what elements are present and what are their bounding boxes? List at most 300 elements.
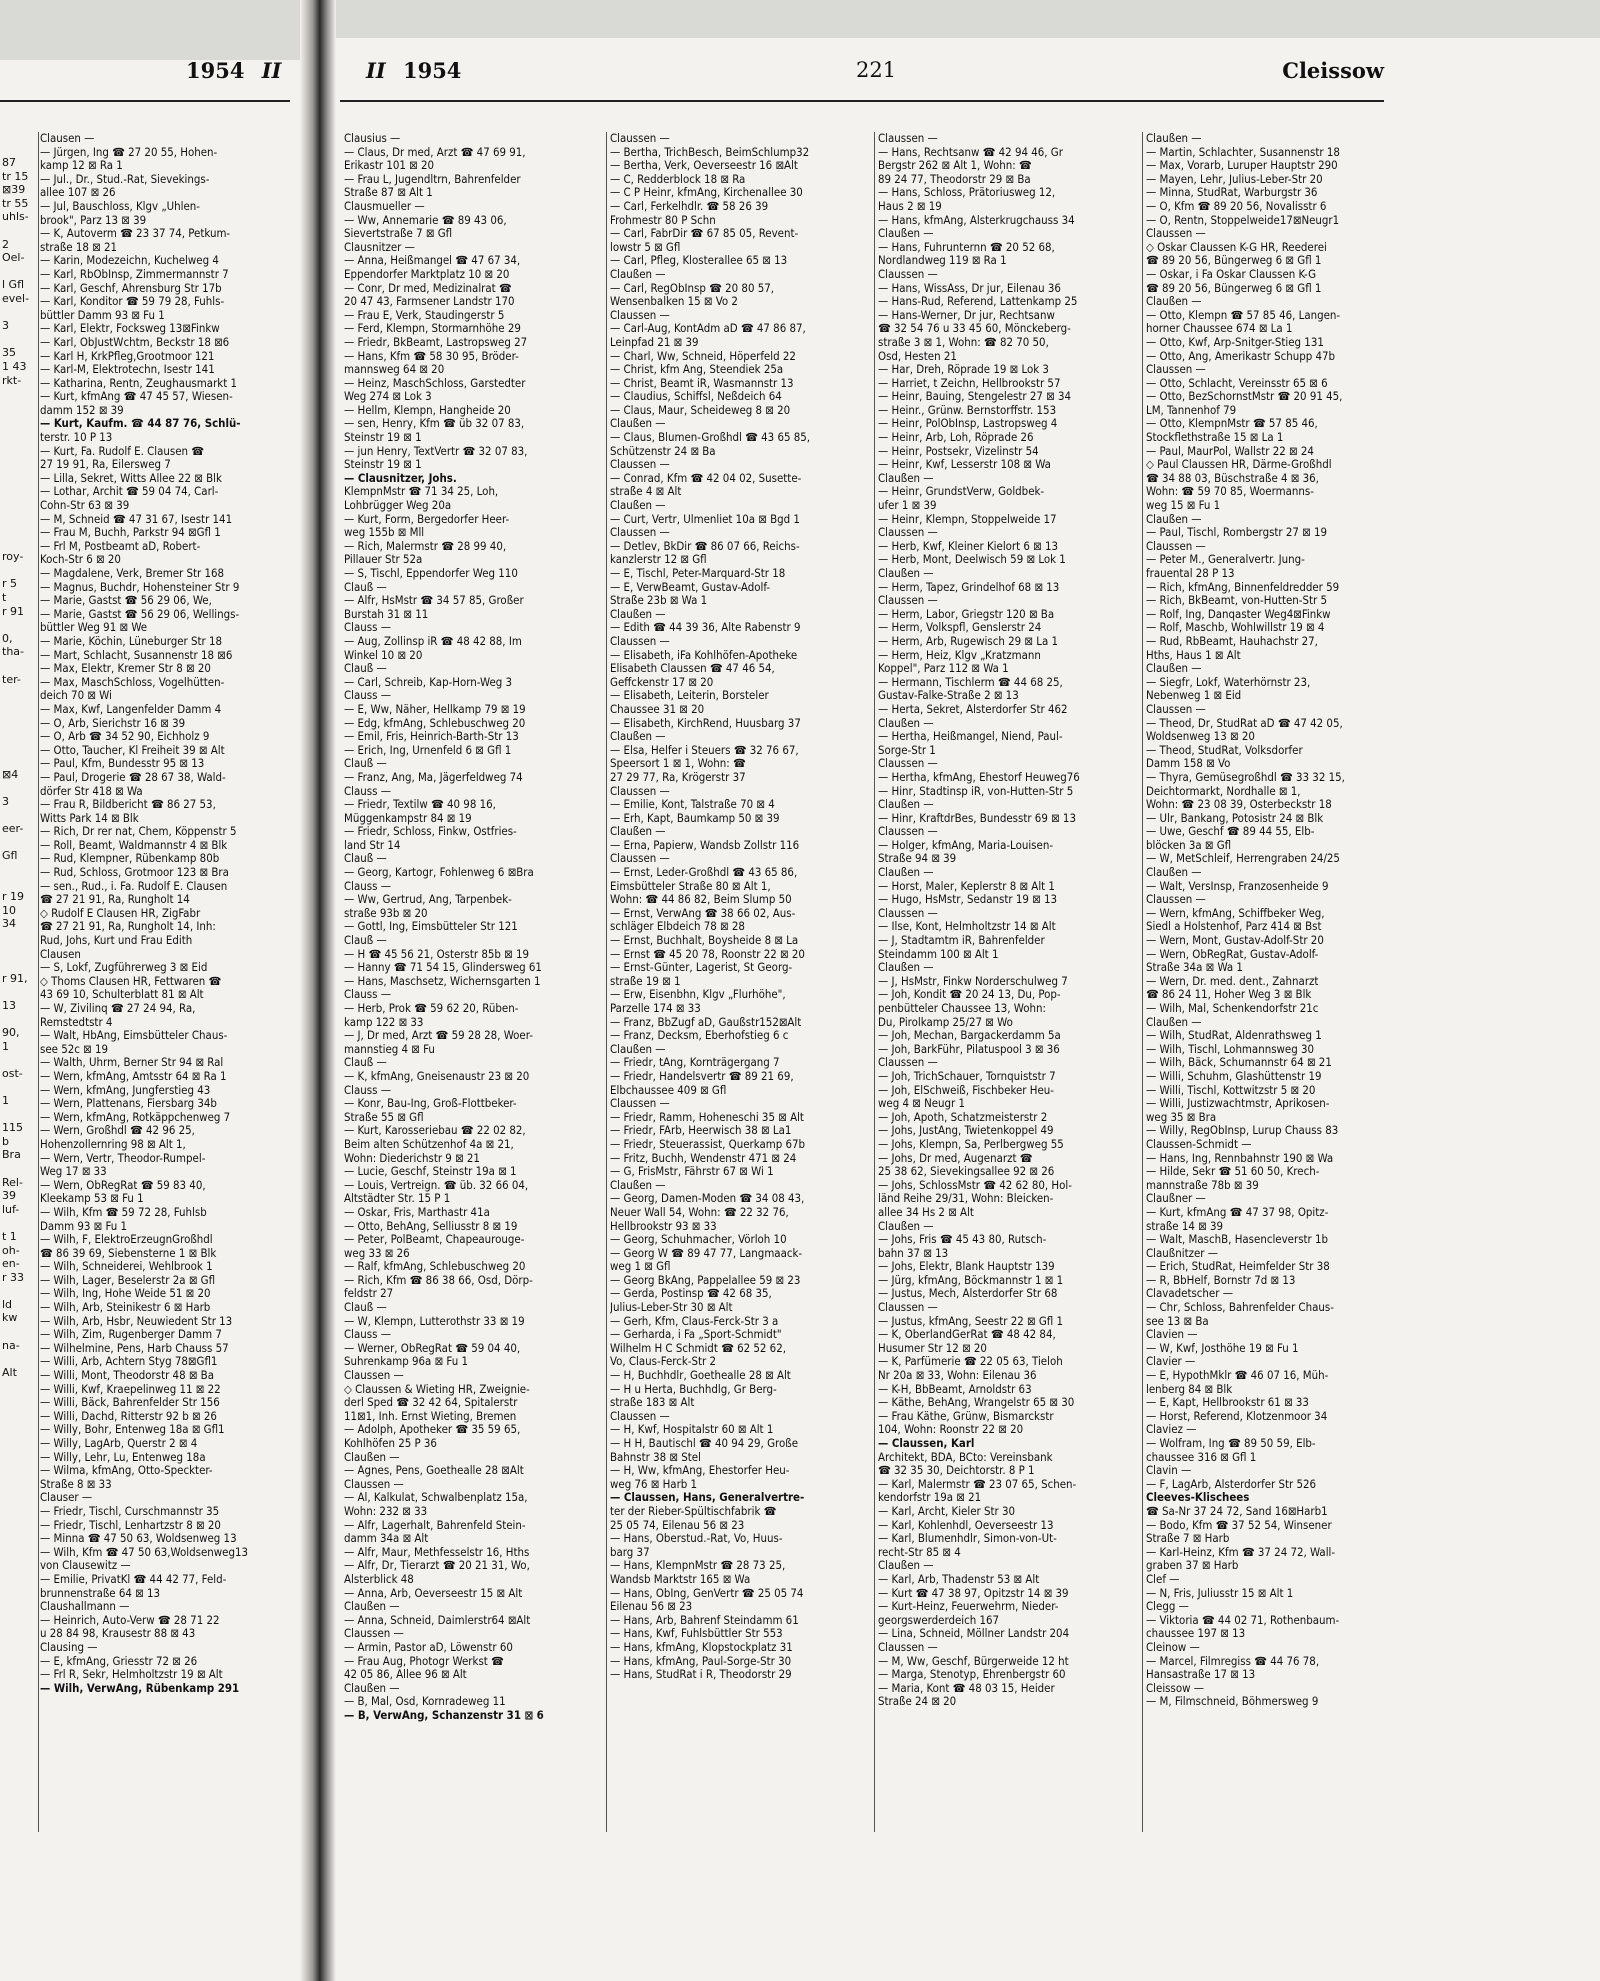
- directory-entry: — Heinr, PolObInsp, Lastropsweg 4: [878, 417, 1058, 431]
- directory-entry: — Georg W ☎ 89 47 77, Langmaack-: [610, 1246, 803, 1260]
- directory-entry: — K, Autoverm ☎ 23 37 74, Petkum-: [40, 227, 231, 241]
- directory-entry: — Friedr, Handelsvertr ☎ 89 21 69,: [610, 1069, 794, 1083]
- surname-heading: Claussen —: [1146, 227, 1206, 241]
- directory-entry: — Kurt, kfmAng ☎ 47 45 57, Wiesen-: [40, 390, 233, 404]
- directory-entry: barg 37: [610, 1545, 650, 1559]
- surname-heading: Claußen —: [610, 730, 666, 744]
- directory-entry: — Hans, KlempnMstr ☎ 28 73 25,: [610, 1559, 786, 1573]
- surname-heading: Claußen —: [344, 1681, 400, 1695]
- directory-entry: penbütteler Chaussee 13, Wohn:: [878, 1002, 1046, 1015]
- directory-entry: — O, Rentn, Stoppelweide17⊠Neugr1: [1146, 213, 1340, 227]
- surname-heading: Claussen —: [610, 634, 670, 648]
- surname-heading: Claussen —: [610, 132, 670, 145]
- directory-entry: — Otto, BezSchornstMstr ☎ 20 91 45,: [1146, 390, 1343, 404]
- directory-entry: — Hellm, Klempn, Hangheide 20: [344, 403, 511, 417]
- directory-entry: — Wilh, StudRat, Aldenrathsweg 1: [1146, 1029, 1322, 1043]
- directory-entry: — Johs, JustAng, Twietenkoppel 49: [878, 1124, 1054, 1138]
- surname-heading: Clavin —: [1146, 1464, 1192, 1478]
- directory-entry: Woldsenweg 13 ⊠ 20: [1146, 730, 1255, 744]
- directory-entry: — Hans-Rud, Referend, Lattenkamp 25: [878, 295, 1078, 309]
- directory-entry: u 28 84 98, Krausestr 88 ⊠ 43: [40, 1627, 196, 1641]
- surname-heading: Claussen-Schmidt —: [1146, 1137, 1252, 1151]
- directory-entry: — Friedr, tAng, Kornträgergang 7: [610, 1056, 780, 1070]
- directory-entry: — Conrad, Kfm ☎ 42 04 02, Susette-: [610, 471, 802, 485]
- directory-entry: ◇ Claussen & Wieting HR, Zweignie-: [344, 1382, 530, 1396]
- directory-entry: Koppel", Parz 112 ⊠ Wa 1: [878, 662, 1009, 676]
- directory-entry: — Marie, Köchin, Lüneburger Str 18: [40, 634, 223, 648]
- directory-entry: — Heinr, Postsekr, Vizelinstr 54: [878, 444, 1039, 458]
- surname-heading: Claußen —: [878, 1219, 934, 1233]
- directory-entry: — Otto, KlempnMstr ☎ 57 85 46,: [1146, 417, 1318, 431]
- surname-heading: Claussen —: [878, 526, 938, 540]
- directory-entry: — E, Tischl, Peter-Marquard-Str 18: [610, 567, 786, 580]
- directory-entry: — Hermann, Tischlerm ☎ 44 68 25,: [878, 675, 1063, 689]
- directory-entry: — Peter M., Generalvertr. Jung-: [1146, 553, 1305, 567]
- directory-entry: — Anna, Arb, Oeverseestr 15 ⊠ Alt: [344, 1586, 523, 1600]
- surname-heading: Clavien —: [1146, 1328, 1198, 1342]
- directory-entry: — Bertha, Verk, Oeverseestr 16 ⊠Alt: [610, 159, 798, 173]
- column-divider: [1142, 132, 1143, 1832]
- directory-entry: — Charl, Ww, Schneid, Höperfeld 22: [610, 349, 796, 363]
- directory-entry: — Edith ☎ 44 39 36, Alte Rabenstr 9: [610, 621, 801, 635]
- surname-heading: Claussen —: [610, 852, 670, 866]
- directory-entry: — Johs, Elektr, Blank Hauptstr 139: [878, 1260, 1055, 1274]
- directory-entry: ☎ 27 21 91, Ra, Rungholt 14, Inh:: [40, 920, 216, 934]
- directory-entry: — Willi, Dachd, Ritterstr 92 b ⊠ 26: [40, 1409, 217, 1423]
- directory-entry: Witts Park 14 ⊠ Blk: [40, 811, 139, 825]
- margin-fragment: [2, 741, 36, 755]
- directory-entry: — Erich, Ing, Urnenfeld 6 ⊠ Gfl 1: [344, 743, 512, 757]
- surname-heading: Claviez —: [1146, 1423, 1197, 1437]
- margin-fragment: Alt: [2, 1365, 17, 1379]
- directory-entry: — Ernst, VerwAng ☎ 38 66 02, Aus-: [610, 906, 796, 920]
- directory-entry: — Otto, Schlacht, Vereinsstr 65 ⊠ 6: [1146, 376, 1328, 390]
- directory-column-4: [878, 132, 1138, 1709]
- directory-entry: — Rud, RbBeamt, Hauhachstr 27,: [1146, 634, 1318, 648]
- directory-entry: — O, Arb ☎ 34 52 90, Eichholz 9: [40, 730, 210, 744]
- directory-entry: — Hertha, Heißmangel, Niend, Paul-: [878, 730, 1063, 744]
- directory-entry: — Rich, Malermstr ☎ 28 99 40,: [344, 539, 507, 553]
- directory-entry: kamp 122 ⊠ 33: [344, 1015, 424, 1029]
- directory-entry: Erikastr 101 ⊠ 20: [344, 159, 435, 173]
- margin-fragment: [2, 1284, 36, 1298]
- directory-entry: mannstraße 78b ⊠ 39: [1146, 1178, 1259, 1192]
- directory-entry: — Chr, Schloss, Bahrenfelder Chaus-: [1146, 1301, 1334, 1315]
- surname-heading: Claussen —: [344, 1477, 404, 1491]
- directory-entry: — Marga, Stenotyp, Ehrenbergstr 60: [878, 1668, 1066, 1682]
- directory-entry: — Conr, Dr med, Medizinalrat ☎: [344, 281, 512, 295]
- directory-entry: — Hans, StudRat i R, Theodorstr 29: [610, 1668, 792, 1682]
- directory-entry: — Christ, kfm Ang, Steendiek 25a: [610, 363, 784, 377]
- directory-entry: — Alfr, Lagerhalt, Bahrenfeld Stein-: [344, 1518, 526, 1532]
- margin-fragment: [2, 1108, 36, 1122]
- surname-heading: Claußen —: [610, 417, 666, 431]
- column-divider: [874, 132, 875, 1832]
- directory-entry: — Wern, Vertr, Theodor-Rumpel-: [40, 1151, 206, 1165]
- surname-heading: Claußen —: [878, 227, 934, 241]
- directory-entry: — Frau Aug, Photogr Werkst ☎: [344, 1654, 504, 1668]
- directory-entry: — Frau R, Bildbericht ☎ 86 27 53,: [40, 798, 216, 812]
- directory-entry: — Wilh, Arb, Steinikestr 6 ⊠ Harb: [40, 1301, 211, 1315]
- margin-fragment: r 33: [2, 1270, 25, 1284]
- margin-fragment: kw: [2, 1311, 18, 1325]
- directory-entry: — Wern, Mont, Gustav-Adolf-Str 20: [1146, 934, 1324, 948]
- directory-entry: — Kurt-Heinz, Feuerwehrm, Nieder-: [878, 1600, 1059, 1614]
- directory-entry: — Hans, Rechtsanw ☎ 42 94 46, Gr: [878, 145, 1063, 159]
- directory-entry: — Ilse, Kont, Helmholtzstr 14 ⊠ Alt: [878, 920, 1056, 934]
- directory-entry: Alsterblick 48: [344, 1572, 414, 1586]
- margin-fragment: [2, 985, 36, 999]
- directory-entry: — Karin, Modezeichn, Kuchelweg 4: [40, 254, 219, 268]
- column-divider: [606, 132, 607, 1832]
- directory-entry: — Hinr, Stadtinsp iR, von-Hutten-Str 5: [878, 784, 1074, 798]
- directory-entry: ter der Rieber-Spültischfabrik ☎: [610, 1504, 777, 1518]
- directory-entry: chaussee 316 ⊠ Gfl 1: [1146, 1450, 1257, 1464]
- surname-heading: Clavier —: [1146, 1355, 1196, 1369]
- margin-fragment: t 1: [2, 1229, 17, 1243]
- directory-entry: — Friedr, Ramm, Hoheneschi 35 ⊠ Alt: [610, 1110, 804, 1124]
- directory-entry: lowstr 5 ⊠ Gfl: [610, 240, 681, 254]
- margin-fragment: 90,: [2, 1026, 20, 1039]
- directory-entry: — Gottl, Ing, Eimsbütteler Str 121: [344, 920, 518, 934]
- directory-entry: — Max, Kwf, Langenfelder Damm 4: [40, 702, 222, 716]
- surname-heading: Claußen —: [878, 961, 934, 975]
- directory-entry: — Walt, MaschB, Hasencleverstr 1b: [1146, 1233, 1329, 1247]
- directory-entry: — Kurt, kfmAng ☎ 47 37 98, Opitz-: [1146, 1205, 1329, 1219]
- directory-entry: — Kurt, Kaufm. ☎ 44 87 76, Schlü-: [40, 417, 241, 431]
- directory-entry: — Wern, kfmAng, Amtsstr 64 ⊠ Ra 1: [40, 1069, 227, 1083]
- directory-entry: frauental 28 P 13: [1146, 567, 1235, 580]
- margin-fragment: [2, 958, 36, 972]
- directory-entry: — Friedr, Steuerassist, Querkamp 67b: [610, 1137, 806, 1151]
- directory-entry: — Hinr, KraftdrBes, Bundesstr 69 ⊠ 13: [878, 811, 1076, 825]
- surname-heading: Claussen —: [878, 757, 938, 771]
- surname-heading: Claussen —: [878, 1056, 938, 1070]
- directory-entry: weg 33 ⊠ 26: [344, 1246, 410, 1260]
- surname-heading: Claußen —: [610, 499, 666, 513]
- directory-entry: — Erich, StudRat, Heimfelder Str 38: [1146, 1260, 1330, 1274]
- directory-entry: Steinstr 19 ⊠ 1: [344, 458, 422, 472]
- directory-entry: — Herm, Labor, Griegstr 120 ⊠ Ba: [878, 607, 1055, 621]
- directory-entry: — Johs, Fris ☎ 45 43 80, Rutsch-: [878, 1233, 1047, 1247]
- directory-entry: — Franz, BbZugf aD, Gaußstr152⊠Alt: [610, 1015, 802, 1029]
- directory-entry: — Bertha, TrichBesch, BeimSchlump32: [610, 145, 810, 159]
- directory-entry: straße 93b ⊠ 20: [344, 906, 428, 920]
- directory-entry: — Adolph, Apotheker ☎ 35 59 65,: [344, 1423, 521, 1437]
- directory-entry: ◇ Paul Claussen HR, Därme-Großhdl: [1146, 458, 1332, 472]
- directory-entry: — Erna, Papierw, Wandsb Zollstr 116: [610, 838, 800, 852]
- directory-entry: — Karl, Konditor ☎ 59 79 28, Fuhls-: [40, 295, 225, 309]
- directory-entry: Kleekamp 53 ⊠ Fu 1: [40, 1192, 144, 1206]
- directory-entry: — Jürg, kfmAng, Böckmannstr 1 ⊠ 1: [878, 1273, 1064, 1287]
- directory-entry: — Armin, Pastor aD, Löwenstr 60: [344, 1640, 513, 1654]
- directory-entry: Cleeves-Klischees: [1146, 1491, 1250, 1505]
- directory-entry: — B, Mal, Osd, Kornradeweg 11: [344, 1695, 506, 1709]
- directory-entry: straße 19 ⊠ 1: [610, 974, 681, 988]
- directory-entry: — Rich, Kfm ☎ 86 38 66, Osd, Dörp-: [344, 1273, 533, 1287]
- margin-fragment: 2: [2, 237, 9, 251]
- directory-entry: — Wilh, Schneiderei, Wehlbrook 1: [40, 1260, 213, 1274]
- directory-entry: terstr. 10 P 13: [40, 431, 113, 445]
- margin-fragment: [2, 441, 36, 455]
- directory-entry: — Paul, MaurPol, Wallstr 22 ⊠ 24: [1146, 444, 1314, 458]
- directory-entry: — Walth, Uhrm, Berner Str 94 ⊠ Ral: [40, 1056, 224, 1070]
- directory-entry: — Emilie, Kont, Talstraße 70 ⊠ 4: [610, 798, 775, 812]
- directory-entry: — Franz, Ang, Ma, Jägerfeldweg 74: [344, 770, 523, 784]
- surname-heading: Clegg —: [1146, 1600, 1189, 1614]
- directory-entry: — Wern, kfmAng, Jungferstieg 43: [40, 1083, 211, 1097]
- directory-entry: derl Sped ☎ 32 42 64, Spitalerstr: [344, 1396, 518, 1410]
- directory-entry: — Otto, BehAng, Selliusstr 8 ⊠ 19: [344, 1219, 518, 1233]
- directory-entry: — Heinr, GrundstVerw, Goldbek-: [878, 485, 1045, 499]
- margin-fragment: [2, 1216, 36, 1230]
- directory-entry: — Otto, Taucher, Kl Freiheit 39 ⊠ Alt: [40, 743, 225, 757]
- directory-entry: 25 05 74, Eilenau 56 ⊠ 23: [610, 1518, 745, 1532]
- directory-entry: — Frl R, Sekr, Helmholtzstr 19 ⊠ Alt: [40, 1668, 223, 1682]
- directory-entry: Sievertstraße 7 ⊠ Gfl: [344, 227, 453, 241]
- guide-word: Cleissow: [1282, 58, 1384, 83]
- margin-fragment: ost-: [2, 1066, 23, 1080]
- margin-fragment: tr 55: [2, 196, 29, 210]
- directory-entry: straße 4 ⊠ Alt: [610, 485, 682, 499]
- margin-fragment: [2, 509, 36, 523]
- surname-heading: Claussen —: [878, 906, 938, 920]
- directory-entry: — Otto, Ang, Amerikastr Schupp 47b: [1146, 349, 1336, 363]
- directory-entry: — O, Arb, Sierichstr 16 ⊠ 39: [40, 716, 186, 730]
- margin-fragment: en-: [2, 1257, 20, 1271]
- directory-entry: — Joh, Kondit ☎ 20 24 13, Du, Pop-: [878, 988, 1061, 1002]
- directory-entry: 89 24 77, Theodorstr 29 ⊠ Ba: [878, 172, 1031, 186]
- directory-entry: Lohbrügger Weg 20a: [344, 499, 452, 513]
- margin-fragment: [2, 401, 36, 415]
- surname-heading: Cleissow —: [1146, 1681, 1204, 1695]
- directory-entry: — Karl, Geschf, Ahrensburg Str 17b: [40, 281, 222, 295]
- margin-fragment: [2, 496, 36, 510]
- directory-entry: — Ferd, Klempn, Stormarnhöhe 29: [344, 322, 521, 336]
- surname-heading: Claussen —: [878, 267, 938, 281]
- directory-entry: brook", Parz 13 ⊠ 39: [40, 213, 147, 227]
- directory-entry: — Wilh, Lager, Beselerstr 2a ⊠ Gfl: [40, 1273, 216, 1287]
- directory-entry: Damm 158 ⊠ Vo: [1146, 757, 1231, 771]
- directory-entry: Straße 94 ⊠ 39: [878, 852, 957, 866]
- directory-entry: Koch-Str 6 ⊠ 20: [40, 553, 121, 567]
- margin-fragment: Rel-: [2, 1175, 23, 1189]
- directory-entry: — Willy, RegObInsp, Lurup Chauss 83: [1146, 1124, 1339, 1138]
- margin-fragment: [2, 1080, 36, 1094]
- surname-heading: Clauß —: [344, 934, 387, 948]
- directory-entry: — K, OberlandGerRat ☎ 48 42 84,: [878, 1328, 1056, 1342]
- directory-entry: — N, Fris, Juliusstr 15 ⊠ Alt 1: [1146, 1586, 1294, 1600]
- directory-entry: Straße 7 ⊠ Harb: [1146, 1532, 1230, 1546]
- margin-fragment: 35: [2, 346, 16, 360]
- directory-entry: 27 29 77, Ra, Krögerstr 37: [610, 770, 746, 784]
- directory-entry: — Walt, VersInsp, Franzosenheide 9: [1146, 879, 1329, 893]
- directory-entry: Wilhelm H C Schmidt ☎ 62 52 62,: [610, 1341, 786, 1355]
- directory-entry: — Heinr, Klempn, Stoppelweide 17: [878, 512, 1057, 526]
- directory-entry: Geffckenstr 17 ⊠ 20: [610, 675, 714, 689]
- directory-entry: weg 155b ⊠ Mll: [344, 526, 425, 540]
- directory-entry: — H, Ww, kfmAng, Ehestorfer Heu-: [610, 1464, 790, 1478]
- directory-entry: — Wern, ObRegRat ☎ 59 83 40,: [40, 1178, 206, 1192]
- directory-entry: — Thyra, Gemüsegroßhdl ☎ 33 32 15,: [1146, 770, 1345, 784]
- directory-entry: Müggenkampstr 84 ⊠ 19: [344, 811, 472, 825]
- directory-entry: — Hans, ObIng, GenVertr ☎ 25 05 74: [610, 1586, 804, 1600]
- directory-entry: see 13 ⊠ Ba: [1146, 1314, 1209, 1328]
- directory-entry: Suhrenkamp 96a ⊠ Fu 1: [344, 1355, 468, 1369]
- surname-heading: Claussen —: [878, 1301, 938, 1315]
- directory-entry: ◇ Thoms Clausen HR, Fettwaren ☎: [40, 974, 222, 988]
- surname-heading: Claußnitzer —: [1146, 1246, 1218, 1260]
- surname-heading: Claußen —: [344, 1450, 400, 1464]
- directory-entry: — Maria, Kont ☎ 48 03 15, Heider: [878, 1681, 1055, 1695]
- surname-heading: Claußen —: [610, 1178, 666, 1192]
- directory-entry: straße 14 ⊠ 39: [1146, 1219, 1224, 1233]
- directory-entry: — Ulr, Bankang, Potosistr 24 ⊠ Blk: [1146, 811, 1324, 825]
- directory-entry: graben 37 ⊠ Harb: [1146, 1559, 1239, 1573]
- directory-entry: — Heinr, Arb, Loh, Röprade 26: [878, 431, 1034, 445]
- directory-entry: Straße 55 ⊠ Gfl: [344, 1110, 424, 1124]
- directory-entry: Cohn-Str 63 ⊠ 39: [40, 499, 130, 513]
- directory-entry: — Friedr, FArb, Heerwisch 38 ⊠ La1: [610, 1124, 792, 1138]
- directory-entry: — Wern, kfmAng, Rotkäppchenweg 7: [40, 1110, 231, 1124]
- directory-entry: — Karl-M, Elektrotechn, Isestr 141: [40, 363, 215, 377]
- directory-entry: — Johs, Dr med, Augenarzt ☎: [878, 1151, 1033, 1165]
- directory-entry: — Carl, Ferkelhdlr. ☎ 58 26 39: [610, 199, 769, 213]
- surname-heading: Claußen —: [878, 567, 934, 580]
- directory-entry: Winkel 10 ⊠ 20: [344, 648, 423, 662]
- directory-entry: deich 70 ⊠ Wi: [40, 689, 112, 703]
- directory-entry: Nebenweg 1 ⊠ Eid: [1146, 689, 1242, 703]
- directory-entry: — Georg BkAng, Pappelallee 59 ⊠ 23: [610, 1273, 801, 1287]
- directory-entry: Elisabeth Claussen ☎ 47 46 54,: [610, 662, 775, 676]
- directory-entry: — Minna, StudRat, Warburgstr 36: [1146, 186, 1318, 200]
- surname-heading: Claußen —: [610, 825, 666, 839]
- directory-entry: Steindamm 100 ⊠ Alt 1: [878, 947, 999, 961]
- surname-heading: Claußen —: [1146, 512, 1202, 526]
- directory-entry: ☎ 89 20 56, Büngerweg 6 ⊠ Gfl 1: [1146, 254, 1322, 268]
- directory-entry: — Ernst, Leder-Großhdl ☎ 43 65 86,: [610, 866, 798, 880]
- surname-heading: Claussen —: [610, 1409, 670, 1423]
- directory-entry: — Clausnitzer, Johs.: [344, 471, 457, 485]
- directory-entry: — Frl M, Postbeamt aD, Robert-: [40, 539, 201, 553]
- directory-entry: — Bodo, Kfm ☎ 37 52 54, Winsener: [1146, 1518, 1332, 1532]
- directory-entry: see 52c ⊠ 19: [40, 1042, 109, 1056]
- directory-entry: — Friedr, Schloss, Finkw, Ostfries-: [344, 825, 517, 839]
- margin-fragment: 10: [2, 903, 16, 917]
- directory-entry: — Rich, BkBeamt, von-Hutten-Str 5: [1146, 594, 1327, 608]
- surname-heading: Clausing —: [40, 1640, 98, 1654]
- left-header-year: 1954: [186, 58, 245, 83]
- margin-fragment: [2, 469, 36, 483]
- margin-fragment: r 91,: [2, 971, 28, 985]
- directory-entry: damm 34a ⊠ Alt: [344, 1532, 429, 1546]
- directory-entry: — J, HsMstr, Finkw Norderschulweg 7: [878, 974, 1068, 988]
- margin-fragment: [2, 931, 36, 945]
- directory-entry: — Karl-Heinz, Kfm ☎ 37 24 72, Wall-: [1146, 1545, 1336, 1559]
- directory-entry: — Mayen, Lehr, Julius-Leber-Str 20: [1146, 172, 1323, 186]
- directory-entry: — F, LagArb, Alsterdorfer Str 526: [1146, 1477, 1317, 1491]
- margin-fragment: [2, 387, 36, 401]
- margin-fragment: [2, 713, 36, 727]
- directory-entry: feldstr 27: [344, 1287, 394, 1301]
- directory-entry: Siedl a Holstenhof, Parz 414 ⊠ Bst: [1146, 920, 1322, 934]
- directory-entry: — Rolf, Ing, Danqaster Weg4⊠Finkw: [1146, 607, 1331, 621]
- directory-entry: — Martin, Schlachter, Susannenstr 18: [1146, 145, 1340, 159]
- left-margin-fragments: [2, 156, 36, 1379]
- directory-entry: Speersort 1 ⊠ 1, Wohn: ☎: [610, 757, 746, 771]
- surname-heading: Claußen —: [610, 607, 666, 621]
- directory-entry: — Jul, Bauschloss, Klgv „Uhlen-: [40, 199, 200, 213]
- directory-entry: — Siegfr, Lokf, Waterhörnstr 23,: [1146, 675, 1311, 689]
- directory-entry: Damm 93 ⊠ Fu 1: [40, 1219, 128, 1233]
- directory-entry: — Franz, Decksm, Eberhofstieg 6 c: [610, 1029, 789, 1043]
- directory-entry: — Jul., Dr., Stud.-Rat, Sievekings-: [40, 172, 210, 186]
- directory-entry: Eppendorfer Marktplatz 10 ⊠ 20: [344, 267, 510, 281]
- margin-fragment: [2, 1325, 36, 1339]
- directory-entry: ufer 1 ⊠ 39: [878, 499, 937, 513]
- directory-entry: — Ernst, Buchhalt, Boysheide 8 ⊠ La: [610, 934, 799, 948]
- directory-entry: — Edg, kfmAng, Schlebuschweg 20: [344, 716, 526, 730]
- margin-fragment: luf-: [2, 1202, 20, 1216]
- directory-entry: weg 35 ⊠ Bra: [1146, 1110, 1217, 1124]
- directory-entry: — Wern, Dr. med. dent., Zahnarzt: [1146, 974, 1319, 988]
- directory-entry: — Willy, Lehr, Lu, Entenweg 18a: [40, 1450, 206, 1464]
- surname-heading: Clausen —: [40, 132, 95, 145]
- directory-entry: Neuer Wall 54, Wohn: ☎ 22 32 76,: [610, 1205, 789, 1219]
- directory-entry: Schützenstr 24 ⊠ Ba: [610, 444, 716, 458]
- directory-entry: — Magnus, Buchdr, Hohensteiner Str 9: [40, 580, 240, 594]
- column-divider: [38, 132, 39, 1832]
- directory-entry: — Frau M, Buchh, Parkstr 94 ⊠Gfl 1: [40, 526, 221, 540]
- directory-entry: — Holger, kfmAng, Maria-Louisen-: [878, 838, 1054, 852]
- surname-heading: Clauss —: [344, 879, 391, 893]
- directory-entry: — Emilie, PrivatKl ☎ 44 42 77, Feld-: [40, 1572, 227, 1586]
- directory-entry: — Hans-Werner, Dr jur, Rechtsanw: [878, 308, 1055, 322]
- directory-entry: — Ww, Gertrud, Ang, Tarpenbek-: [344, 893, 512, 907]
- directory-entry: — Wern, Plattenans, Fiersbarg 34b: [40, 1097, 217, 1111]
- surname-heading: Claußen —: [878, 471, 934, 485]
- directory-entry: — O, Kfm ☎ 89 20 56, Novalisstr 6: [1146, 199, 1327, 213]
- directory-entry: — Hans, kfmAng, Alsterkrugchauss 34: [878, 213, 1075, 227]
- directory-entry: — Karl, ObJustWchtm, Beckstr 18 ⊠6: [40, 335, 230, 349]
- margin-fragment: [2, 686, 36, 700]
- directory-entry: mannsweg 64 ⊠ 20: [344, 363, 445, 377]
- margin-fragment: na-: [2, 1338, 20, 1352]
- directory-entry: — E, Kapt, Hellbrookstr 61 ⊠ 33: [1146, 1396, 1309, 1410]
- directory-entry: — Hilde, Sekr ☎ 51 60 50, Krech-: [1146, 1165, 1320, 1179]
- directory-entry: Osd, Hesten 21: [878, 349, 957, 363]
- directory-entry: — Max, Elektr, Kremer Str 8 ⊠ 20: [40, 662, 211, 676]
- surname-heading: Claussen —: [344, 1369, 404, 1383]
- directory-entry: 42 05 86, Allee 96 ⊠ Alt: [344, 1668, 467, 1682]
- directory-entry: — Anna, Schneid, Daimlerstr64 ⊠Alt: [344, 1613, 531, 1627]
- surname-heading: Claußen —: [1146, 295, 1202, 309]
- directory-entry: büttler Weg 91 ⊠ We: [40, 621, 148, 635]
- directory-entry: — Joh, ElSchweiß, Fischbeker Heu-: [878, 1083, 1054, 1097]
- directory-entry: Rud, Johs, Kurt und Frau Edith: [40, 934, 193, 948]
- surname-heading: Claussen —: [878, 825, 938, 839]
- directory-entry: — Friedr, Tischl, Curschmannstr 35: [40, 1504, 220, 1518]
- margin-fragment: [2, 1012, 36, 1026]
- margin-fragment: r 91: [2, 604, 25, 618]
- surname-heading: Claussen —: [610, 526, 670, 540]
- directory-entry: — Willi, Mont, Theodorstr 48 ⊠ Ba: [40, 1369, 214, 1383]
- directory-entry: — Willi, Schuhm, Glashüttenstr 19: [1146, 1069, 1322, 1083]
- directory-entry: — Heinr, Bauing, Stengelestr 27 ⊠ 34: [878, 390, 1072, 404]
- surname-heading: Claußner —: [1146, 1192, 1206, 1206]
- directory-entry: — Karl, Malermstr ☎ 23 07 65, Schen-: [878, 1477, 1077, 1491]
- margin-fragment: [2, 781, 36, 795]
